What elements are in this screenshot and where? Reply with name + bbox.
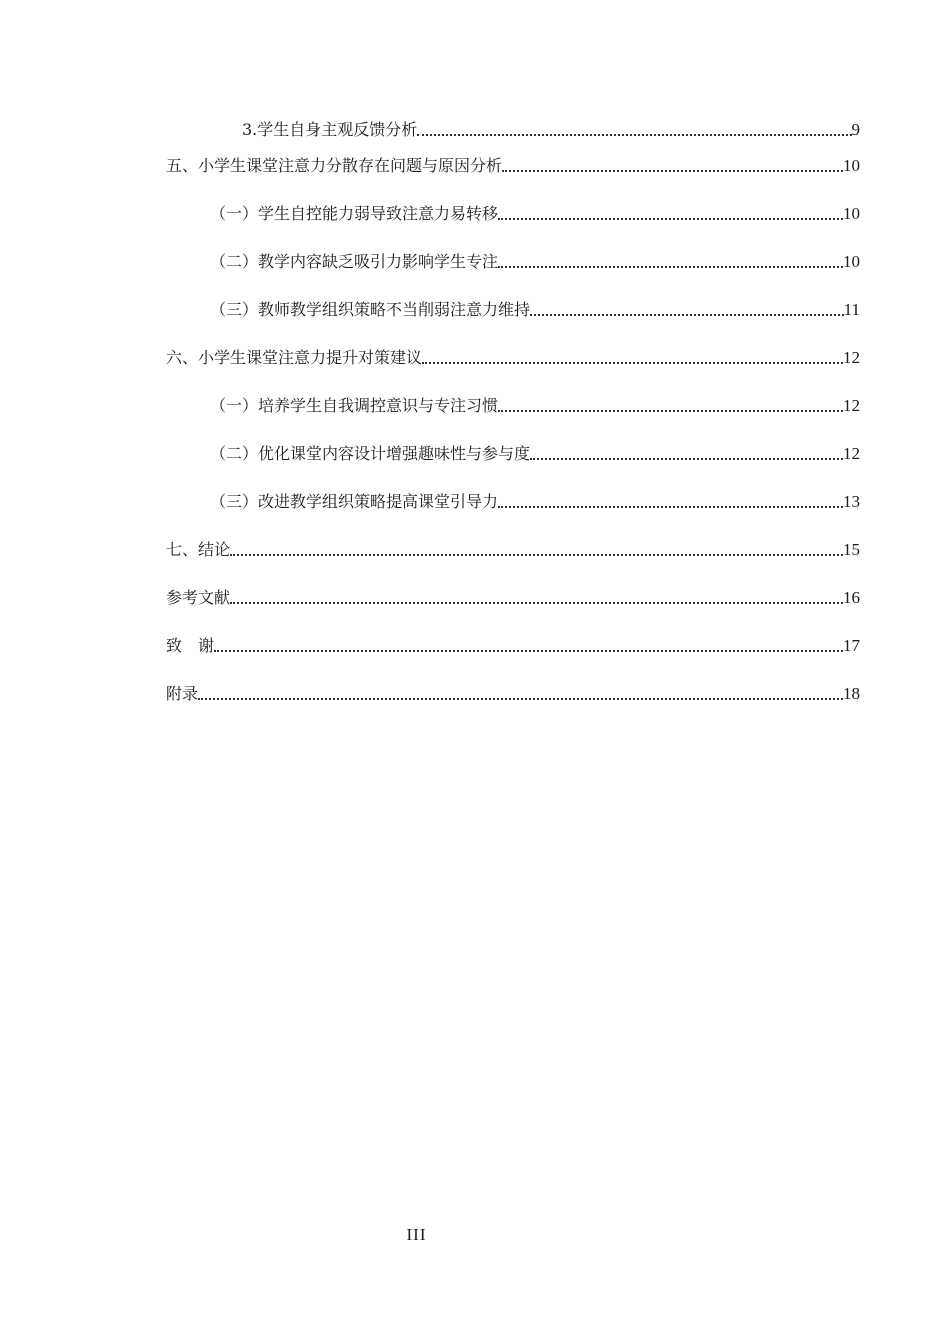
toc-entry-5-2[interactable] [166, 236, 860, 284]
toc-entry-5-1[interactable] [166, 188, 860, 236]
toc-entry-page: 10 [843, 156, 860, 175]
toc-entry-6-1[interactable] [166, 380, 860, 428]
toc-entry-title: 七、结论 [166, 540, 231, 559]
toc-entry-subjective-feedback[interactable] [166, 112, 860, 140]
dot-leader [498, 266, 843, 268]
toc-entry-page: 12 [843, 396, 860, 415]
toc-entry-5-3[interactable] [166, 284, 860, 332]
toc-entry-page: 12 [843, 348, 860, 367]
toc-entry-appendix[interactable] [166, 668, 860, 716]
toc-entry-page: 11 [843, 300, 860, 319]
dot-leader [230, 602, 843, 604]
toc-entry-page: 10 [843, 252, 860, 271]
toc-entry-page: 13 [843, 492, 860, 511]
toc-entry-title: 参考文献 [166, 588, 231, 607]
toc-entry-title: （三）教师教学组织策略不当削弱注意力维持 [210, 300, 531, 319]
toc-entry-references[interactable] [166, 572, 860, 620]
toc-entry-title: （二）优化课堂内容设计增强趣味性与参与度 [210, 444, 531, 463]
dot-leader [530, 314, 844, 316]
dot-leader [530, 458, 843, 460]
toc-entry-title: 六、小学生课堂注意力提升对策建议 [166, 348, 423, 367]
dot-leader [214, 650, 843, 652]
toc-entry-title: 致 谢 [166, 636, 215, 655]
table-of-contents [166, 112, 860, 716]
dot-leader [498, 410, 843, 412]
toc-entry-page: 10 [843, 204, 860, 223]
toc-entry-page: 15 [843, 540, 860, 559]
toc-entry-6-3[interactable] [166, 476, 860, 524]
toc-entry-chapter-7[interactable] [166, 524, 860, 572]
toc-entry-6-2[interactable] [166, 428, 860, 476]
dot-leader [198, 698, 843, 700]
dot-leader [230, 554, 843, 556]
toc-entry-chapter-6[interactable] [166, 332, 860, 380]
toc-entry-title: （三）改进教学组织策略提高课堂引导力 [210, 492, 499, 511]
toc-entry-chapter-5[interactable] [166, 140, 860, 188]
toc-entry-title: （一）学生自控能力弱导致注意力易转移 [210, 204, 499, 223]
toc-entry-title: 五、小学生课堂注意力分散存在问题与原因分析 [166, 156, 503, 175]
toc-entry-page: 18 [843, 684, 860, 703]
page-number: III [406, 1225, 427, 1244]
toc-entry-page: 16 [843, 588, 860, 607]
dot-leader [422, 362, 843, 364]
toc-entry-page: 9 [851, 120, 860, 139]
toc-entry-page: 17 [843, 636, 860, 655]
toc-entry-title: （一）培养学生自我调控意识与专注习惯 [210, 396, 499, 415]
dot-leader [498, 506, 843, 508]
dot-leader [502, 170, 843, 172]
toc-entry-title: （二）教学内容缺乏吸引力影响学生专注 [210, 252, 499, 271]
toc-entry-title: 3.学生自身主观反馈分析 [242, 120, 418, 139]
toc-entry-acknowledgements[interactable] [166, 620, 860, 668]
dot-leader [498, 218, 843, 220]
toc-entry-page: 12 [843, 444, 860, 463]
dot-leader [417, 134, 851, 136]
toc-entry-title: 附录 [166, 684, 199, 703]
